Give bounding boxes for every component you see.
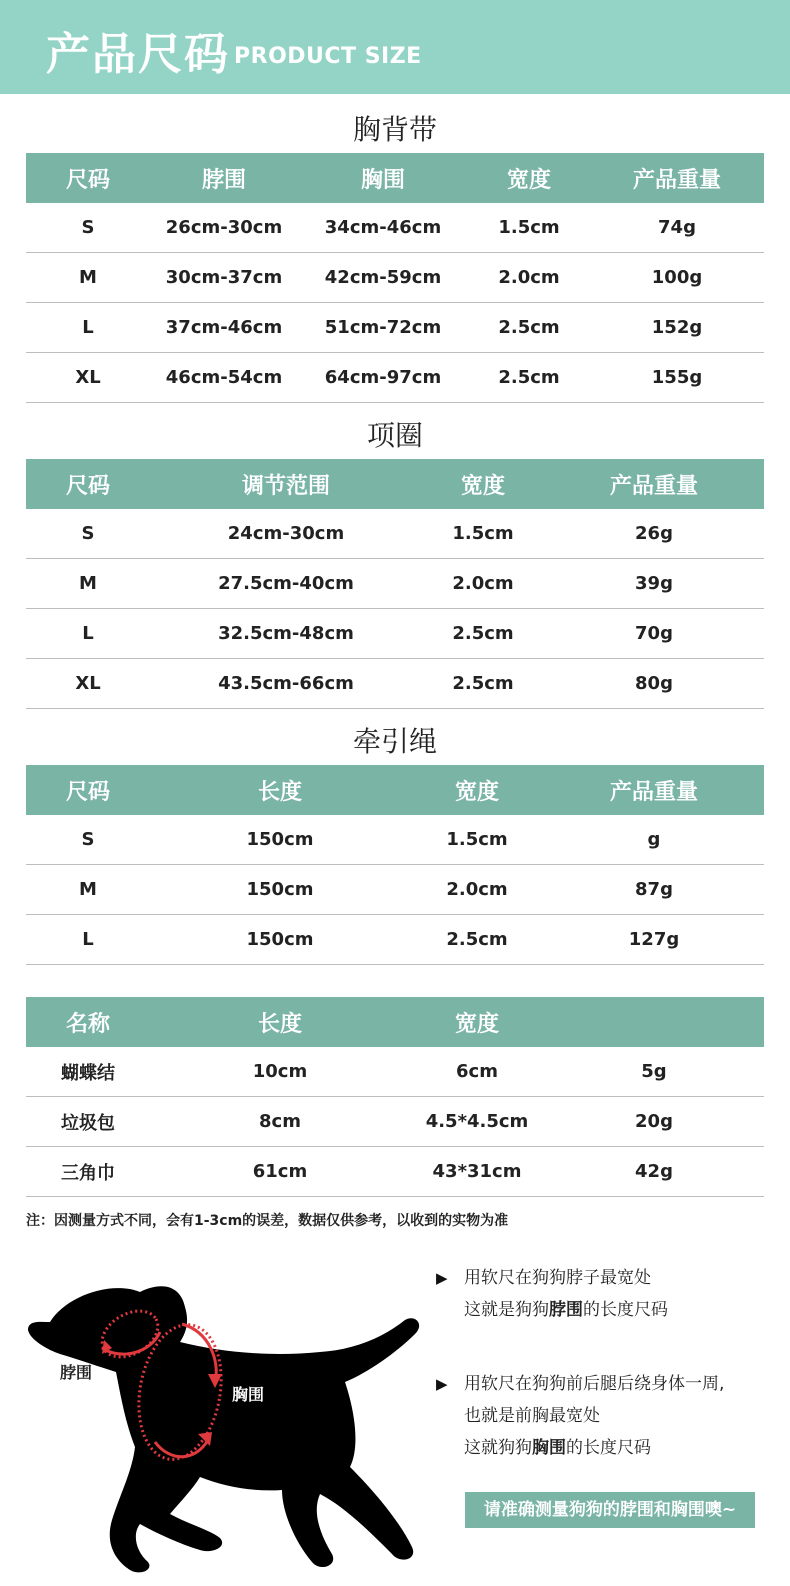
column-header: 名称	[65, 1011, 110, 1037]
table-cell: 127g	[628, 929, 680, 950]
table-header	[26, 459, 764, 509]
disclaimer-note: 注：因测量方式不同，会有1-3cm的误差，数据仅供参考，以收到的实物为准	[26, 1213, 509, 1229]
table-cell: 8cm	[259, 1111, 301, 1132]
table-cell: 150cm	[246, 929, 314, 950]
table-header	[26, 765, 764, 815]
table-cell: 2.5cm	[452, 673, 514, 694]
triangle-right-icon: ▶	[436, 1269, 448, 1287]
table-cell: S	[81, 829, 95, 850]
page-subtitle: PRODUCT SIZE	[234, 44, 422, 69]
table-cell: 24cm-30cm	[227, 523, 345, 544]
table-row	[26, 559, 764, 609]
table-cell: 20g	[635, 1111, 673, 1132]
table-cell: 42g	[635, 1161, 673, 1182]
table-cell: 2.5cm	[498, 367, 560, 388]
column-header: 长度	[257, 1011, 302, 1037]
dog-measurement-diagram	[20, 1262, 440, 1582]
table-row	[26, 815, 764, 865]
leash-title: 牵引绳	[352, 725, 437, 758]
table-cell: 150cm	[246, 829, 314, 850]
table-cell: 150cm	[246, 879, 314, 900]
table-row	[26, 609, 764, 659]
table-row	[26, 203, 764, 253]
table-cell: XL	[75, 367, 101, 388]
table-row	[26, 915, 764, 965]
column-header: 尺码	[65, 167, 110, 193]
table-cell: 1.5cm	[498, 217, 560, 238]
table-cell: M	[79, 879, 97, 900]
table-cell: 39g	[635, 573, 673, 594]
table-cell: 155g	[651, 367, 703, 388]
table-cell: 43*31cm	[432, 1161, 522, 1182]
table-row	[26, 353, 764, 403]
table-row	[26, 1047, 764, 1097]
table-cell: M	[79, 267, 97, 288]
instruction-text: 也就是前胸最宽处	[464, 1406, 600, 1426]
column-header: 尺码	[65, 779, 110, 805]
collar-table	[26, 459, 764, 709]
table-cell: 26g	[635, 523, 673, 544]
page-title: 产品尺码	[46, 29, 230, 80]
instruction-text: 用软尺在狗狗脖子最宽处	[464, 1268, 651, 1288]
table-row	[26, 253, 764, 303]
table-row	[26, 1147, 764, 1197]
neck-instruction	[436, 1262, 668, 1326]
table-cell: 10cm	[252, 1061, 308, 1082]
chest-label: 胸围	[232, 1385, 265, 1404]
table-cell: 32.5cm-48cm	[218, 623, 354, 644]
leash-table	[26, 765, 764, 965]
column-header: 胸围	[360, 167, 405, 193]
table-cell: 64cm-97cm	[324, 367, 442, 388]
collar-title: 项圈	[366, 419, 423, 452]
table-cell: 26cm-30cm	[165, 217, 283, 238]
column-header: 调节范围	[241, 473, 330, 499]
table-cell: 5g	[641, 1061, 667, 1082]
column-header: 宽度	[454, 1011, 499, 1037]
table-cell: 蝴蝶结	[61, 1062, 115, 1084]
table-cell: XL	[75, 673, 101, 694]
instruction-text: 这就狗狗胸围的长度尺码	[464, 1438, 651, 1458]
table-cell: M	[79, 573, 97, 594]
table-cell: 43.5cm-66cm	[218, 673, 354, 694]
table-cell: 100g	[651, 267, 703, 288]
table-cell: 27.5cm-40cm	[218, 573, 354, 594]
column-header: 宽度	[506, 167, 551, 193]
table-cell: 三角巾	[61, 1162, 115, 1184]
table-cell: 51cm-72cm	[324, 317, 442, 338]
table-cell: 152g	[651, 317, 703, 338]
table-cell: 61cm	[252, 1161, 308, 1182]
table-cell: 2.5cm	[446, 929, 508, 950]
table-cell: 30cm-37cm	[165, 267, 283, 288]
column-header: 产品重量	[609, 779, 698, 805]
chest-instruction	[436, 1368, 724, 1464]
table-row	[26, 659, 764, 709]
triangle-right-icon: ▶	[436, 1375, 448, 1393]
table-cell: 37cm-46cm	[165, 317, 283, 338]
table-cell: 2.0cm	[446, 879, 508, 900]
instruction-text: 这就是狗狗脖围的长度尺码	[464, 1300, 668, 1320]
column-header: 尺码	[65, 473, 110, 499]
table-cell: 2.5cm	[452, 623, 514, 644]
table-row	[26, 509, 764, 559]
column-header: 宽度	[454, 779, 499, 805]
table-cell: 垃圾包	[61, 1112, 115, 1134]
column-header: 长度	[257, 779, 302, 805]
instruction-text: 用软尺在狗狗前后腿后绕身体一周,	[464, 1374, 725, 1394]
table-header	[26, 997, 764, 1047]
table-cell: 46cm-54cm	[165, 367, 283, 388]
table-cell: 2.5cm	[498, 317, 560, 338]
table-cell: 1.5cm	[452, 523, 514, 544]
table-cell: 87g	[635, 879, 673, 900]
table-cell: 6cm	[456, 1061, 498, 1082]
table-cell: 42cm-59cm	[324, 267, 442, 288]
column-header: 产品重量	[609, 473, 698, 499]
table-header	[26, 153, 764, 203]
neck-label: 脖围	[60, 1363, 93, 1382]
table-cell: 2.0cm	[452, 573, 514, 594]
table-cell: L	[82, 317, 94, 338]
table-cell: L	[82, 929, 94, 950]
table-row	[26, 1097, 764, 1147]
table-cell: g	[647, 829, 661, 850]
table-cell: 1.5cm	[446, 829, 508, 850]
accessories-table	[26, 997, 764, 1197]
table-cell: 74g	[658, 217, 696, 238]
table-cell: 70g	[635, 623, 673, 644]
harness-table	[26, 153, 764, 403]
table-cell: 2.0cm	[498, 267, 560, 288]
table-cell: S	[81, 217, 95, 238]
table-row	[26, 865, 764, 915]
column-header: 脖围	[201, 167, 246, 193]
dog-silhouette-icon	[20, 1262, 440, 1582]
table-cell: 34cm-46cm	[324, 217, 442, 238]
table-cell: L	[82, 623, 94, 644]
page-header	[0, 0, 790, 94]
column-header: 产品重量	[632, 167, 721, 193]
table-cell: 80g	[635, 673, 673, 694]
measure-reminder-banner: 请准确测量狗狗的脖围和胸围噢~	[465, 1492, 755, 1528]
column-header: 宽度	[460, 473, 505, 499]
table-cell: S	[81, 523, 95, 544]
table-row	[26, 303, 764, 353]
table-cell: 4.5*4.5cm	[425, 1111, 529, 1132]
harness-title: 胸背带	[352, 113, 437, 146]
